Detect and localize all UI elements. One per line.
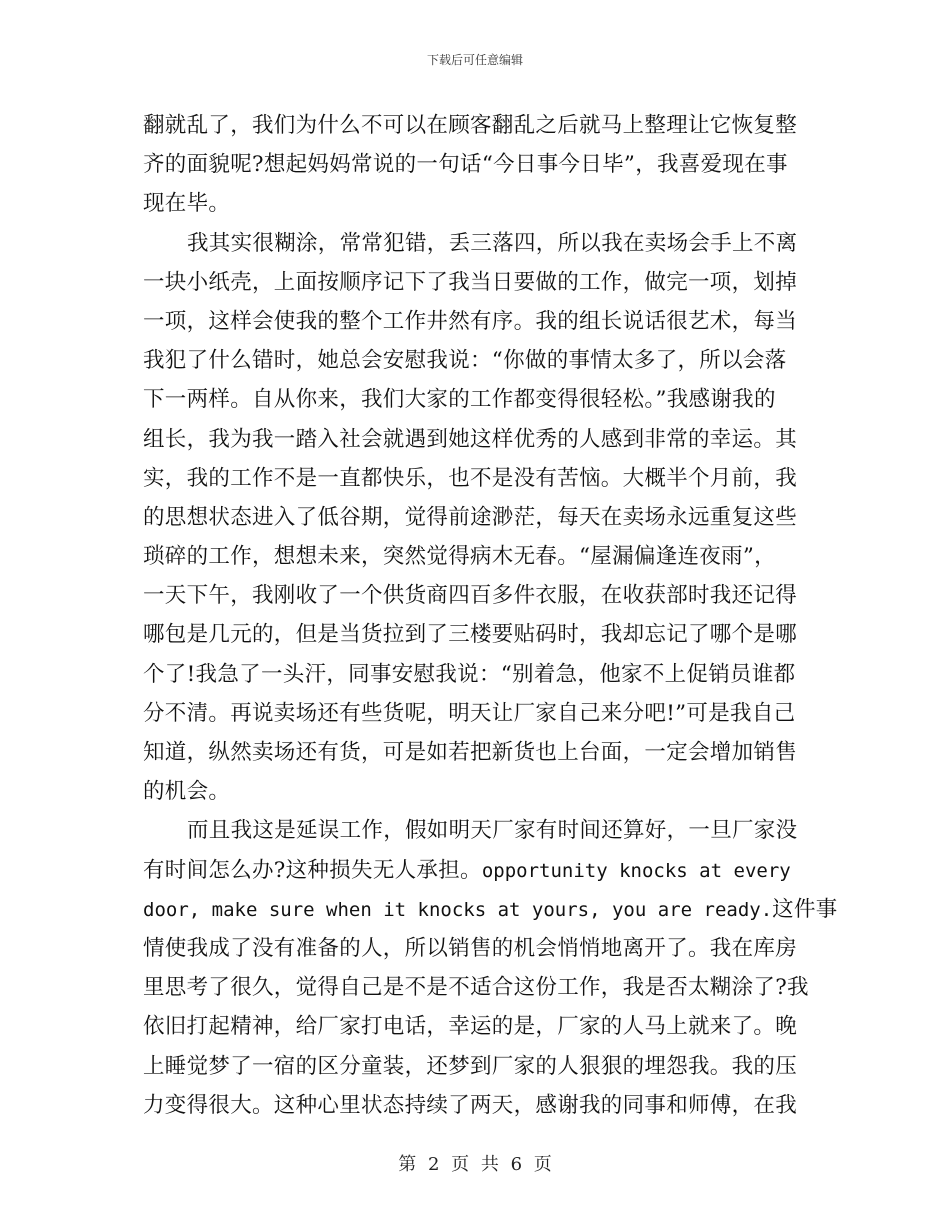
text-line: 里思考了很久，觉得自己是不是不适合这份工作，我是否太糊涂了?我 <box>143 975 809 1001</box>
text-line: 一项，这样会使我的整个工作井然有序。我的组长说话很艺术，每当 <box>143 308 798 334</box>
text-line: 现在毕。 <box>143 191 231 217</box>
text-line: 个了!我急了一头汗，同事安慰我说：“别着急，他家不上促销员谁都 <box>143 661 796 687</box>
text-line: 一天下午，我刚收了一个供货商四百多件衣服，在收获部时我还记得 <box>143 583 798 609</box>
text-line: 琐碎的工作，想想未来，突然觉得病木无春。“屋漏偏逢连夜雨”， <box>143 544 776 570</box>
text-line: 下一两样。自从你来，我们大家的工作都变得很轻松。”我感谢我的 <box>143 387 776 413</box>
page-header: 下载后可任意编辑 <box>426 53 523 67</box>
text-line: 知道，纵然卖场还有货，可是如若把新货也上台面，一定会增加销售 <box>143 740 798 765</box>
english-phrase: door, make sure when it knocks at yours, you are ready. <box>143 898 773 921</box>
text-line: 我犯了什么错时，她总会安慰我说：“你做的事情太多了，所以会落 <box>143 348 787 374</box>
text-line: 的思想状态进入了低谷期，觉得前途渺茫，每天在卖场永远重复这些 <box>143 504 798 530</box>
text-line <box>143 890 838 929</box>
text-segment: 有时间怎么办?这种损失无人承担。 <box>143 857 482 883</box>
text-line <box>143 851 807 890</box>
english-phrase: opportunity knocks at every <box>481 859 791 882</box>
text-line: 分不清。再说卖场还有些货呢，明天让厂家自己来分吧!”可是我自己 <box>143 700 796 726</box>
text-line: 哪包是几元的，但是当货拉到了三楼要贴码时，我却忘记了哪个是哪 <box>143 622 798 648</box>
document-body <box>143 106 838 1125</box>
text-line: 翻就乱了，我们为什么不可以在顾客翻乱之后就马上整理让它恢复整 <box>143 113 798 138</box>
text-line: 齐的面貌呢?想起妈妈常说的一句话“今日事今日毕”，我喜爱现在事 <box>143 152 788 178</box>
paragraph-start-line: 而且我这是延误工作，假如明天厂家有时间还算好，一旦厂家没 <box>187 818 798 844</box>
text-line: 组长，我为我一踏入社会就遇到她这样优秀的人感到非常的幸运。其 <box>143 426 798 452</box>
text-line: 上睡觉梦了一宿的区分童装，还梦到厂家的人狠狠的埋怨我。我的压 <box>143 1053 798 1079</box>
text-line: 力变得很大。这种心里状态持续了两天，感谢我的同事和师傅，在我 <box>143 1092 798 1118</box>
text-line: 实，我的工作不是一直都快乐，也不是没有苦恼。大概半个月前，我 <box>143 465 798 491</box>
text-line: 一块小纸壳，上面按顺序记下了我当日要做的工作，做完一项，划掉 <box>143 269 798 295</box>
text-line: 情使我成了没有准备的人，所以销售的机会悄悄地离开了。我在库房 <box>143 935 798 961</box>
paragraph-start-line: 我其实很糊涂，常常犯错，丢三落四，所以我在卖场会手上不离 <box>187 230 798 256</box>
text-line: 的机会。 <box>143 779 231 805</box>
page-number-footer: 第 2 页 共 6 页 <box>398 1154 552 1175</box>
text-line: 依旧打起精神，给厂家打电话，幸运的是，厂家的人马上就来了。晚 <box>143 1014 798 1040</box>
text-segment: 这件事 <box>772 896 838 922</box>
